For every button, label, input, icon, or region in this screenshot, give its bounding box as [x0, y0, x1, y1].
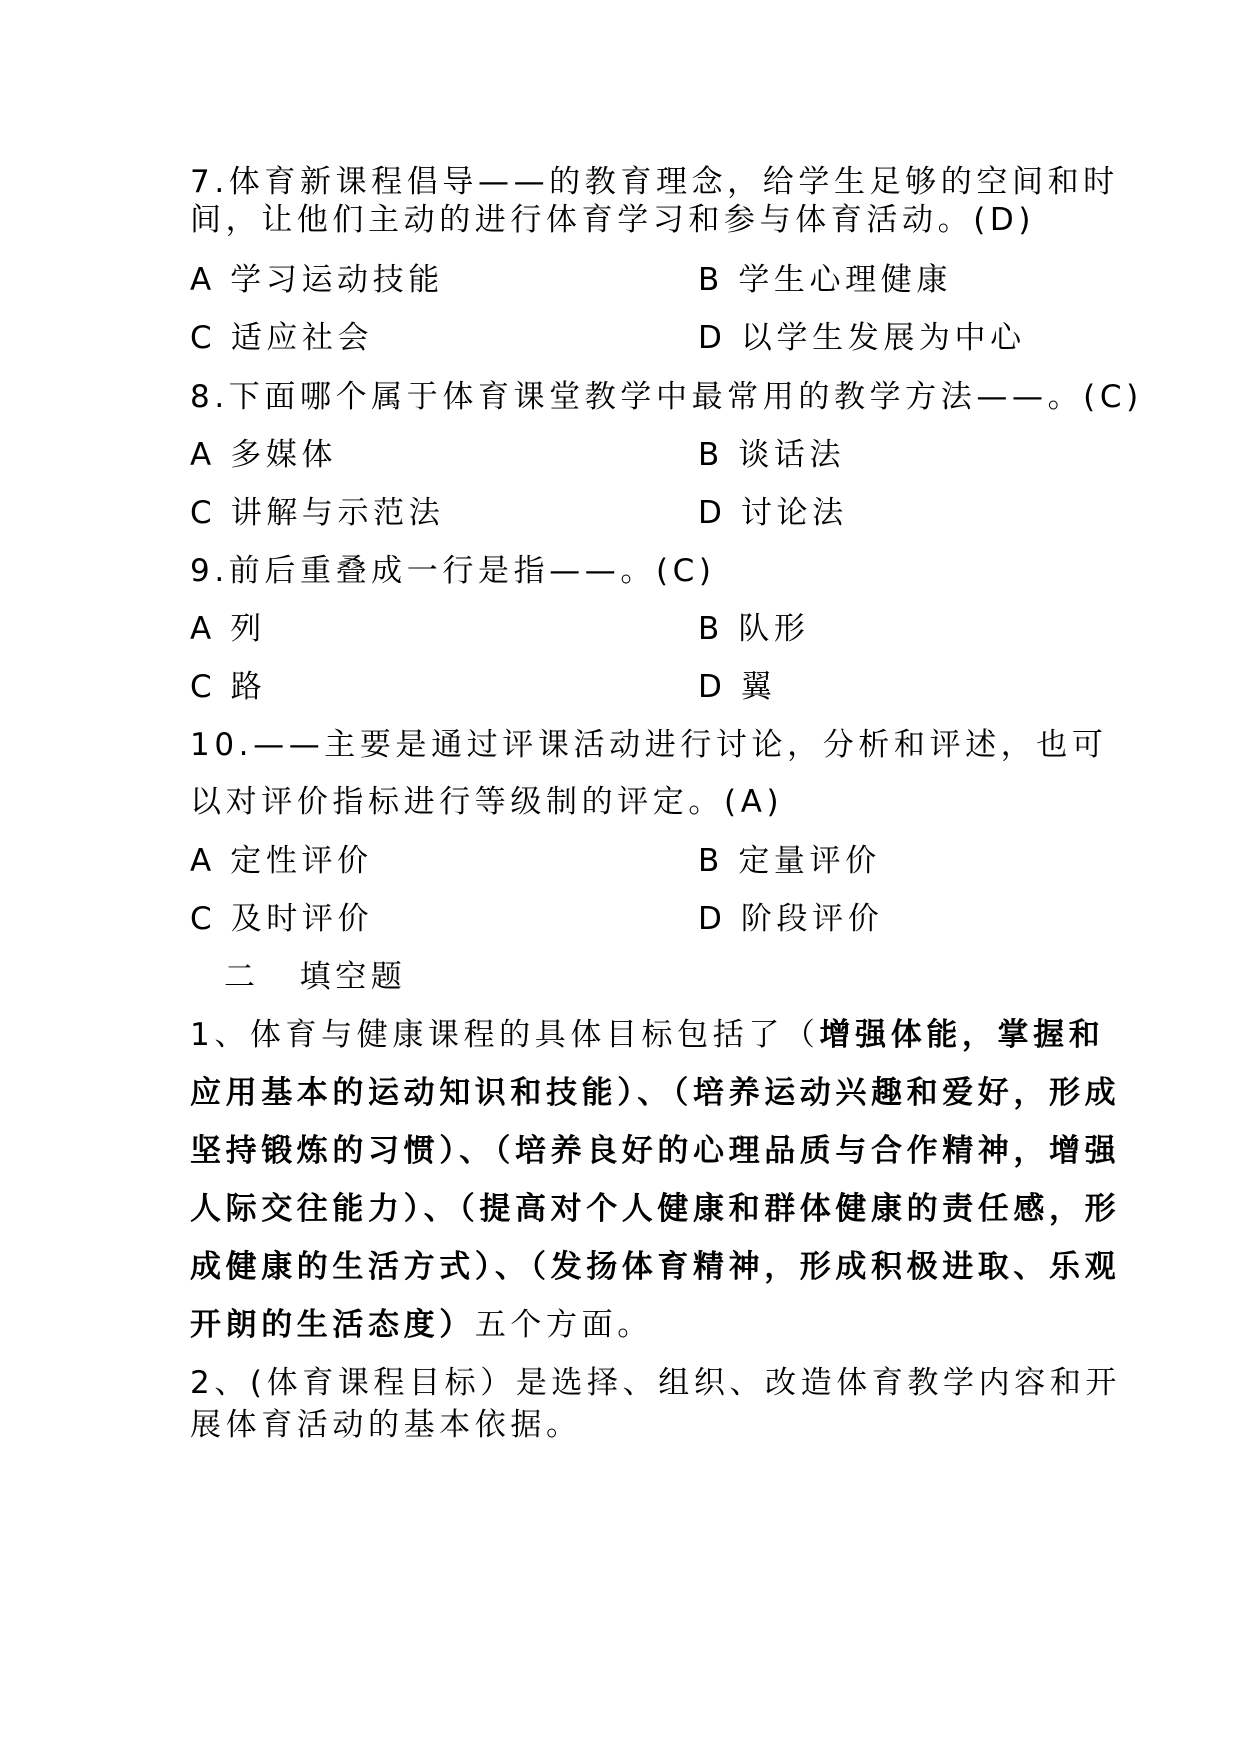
- fill-1-line-4: 人际交往能力）、（提高对个人健康和群体健康的责任感，形: [190, 1191, 1121, 1227]
- fill-1-answer-start: 增强体能，掌握和: [819, 1017, 1105, 1053]
- question-8-option-c: C 讲解与示范法: [190, 495, 445, 531]
- fill-1-line-2: 应用基本的运动知识和技能）、（培养运动兴趣和爱好，形成: [190, 1075, 1121, 1111]
- question-7-option-a: A 学习运动技能: [190, 262, 444, 298]
- question-9-option-a: A 列: [190, 611, 266, 647]
- section-heading: [224, 957, 406, 997]
- fill-1-line-6: [190, 1305, 1060, 1345]
- question-10-option-b: B 定量评价: [698, 843, 881, 879]
- fill-1-line-5: 成健康的生活方式）、（发扬体育精神，形成积极进取、乐观: [190, 1249, 1121, 1285]
- question-9-line-1: 9.前后重叠成一行是指——。(C): [190, 553, 716, 589]
- question-10-line-2: 以对评价指标进行等级制的评定。(A): [190, 784, 784, 820]
- fill-1-answer-end: 开朗的生活态度）: [190, 1307, 475, 1343]
- question-9-option-d: D 翼: [698, 669, 777, 705]
- question-10-line-1: 10.——主要是通过评课活动进行讨论，分析和评述，也可: [190, 727, 1108, 763]
- fill-1-line-1: [190, 1015, 1105, 1055]
- question-10-option-d: D 阶段评价: [698, 901, 884, 937]
- question-8-option-d: D 讨论法: [698, 495, 848, 531]
- fill-1-intro: 1、体育与健康课程的具体目标包括了（: [190, 1017, 820, 1053]
- fill-1-outro: 五个方面。: [474, 1307, 653, 1343]
- question-8-option-a: A 多媒体: [190, 437, 338, 473]
- question-9-option-b: B 队形: [698, 611, 810, 647]
- fill-2-line-2: 展体育活动的基本依据。: [190, 1407, 582, 1443]
- question-8-line-1: 8.下面哪个属于体育课堂教学中最常用的教学方法——。(C): [190, 379, 1143, 415]
- question-7-option-c: C 适应社会: [190, 320, 374, 356]
- fill-2-line-1: 2、(体育课程目标）是选择、组织、改造体育教学内容和开: [190, 1365, 1122, 1401]
- question-7-option-d: D 以学生发展为中心: [698, 320, 1026, 356]
- section-number: 二: [224, 959, 260, 995]
- question-9-option-c: C 路: [190, 669, 267, 705]
- question-7-option-b: B 学生心理健康: [698, 262, 952, 298]
- question-7-line-2: 间，让他们主动的进行体育学习和参与体育活动。(D): [190, 202, 1036, 238]
- fill-1-line-3: 坚持锻炼的习惯）、（培养良好的心理品质与合作精神，增强: [190, 1133, 1121, 1169]
- question-10-option-a: A 定性评价: [190, 843, 373, 879]
- question-7-line-1: 7.体育新课程倡导——的教育理念，给学生足够的空间和时: [190, 164, 1119, 200]
- question-10-option-c: C 及时评价: [190, 901, 374, 937]
- section-title: 填空题: [299, 959, 407, 995]
- question-8-option-b: B 谈话法: [698, 437, 846, 473]
